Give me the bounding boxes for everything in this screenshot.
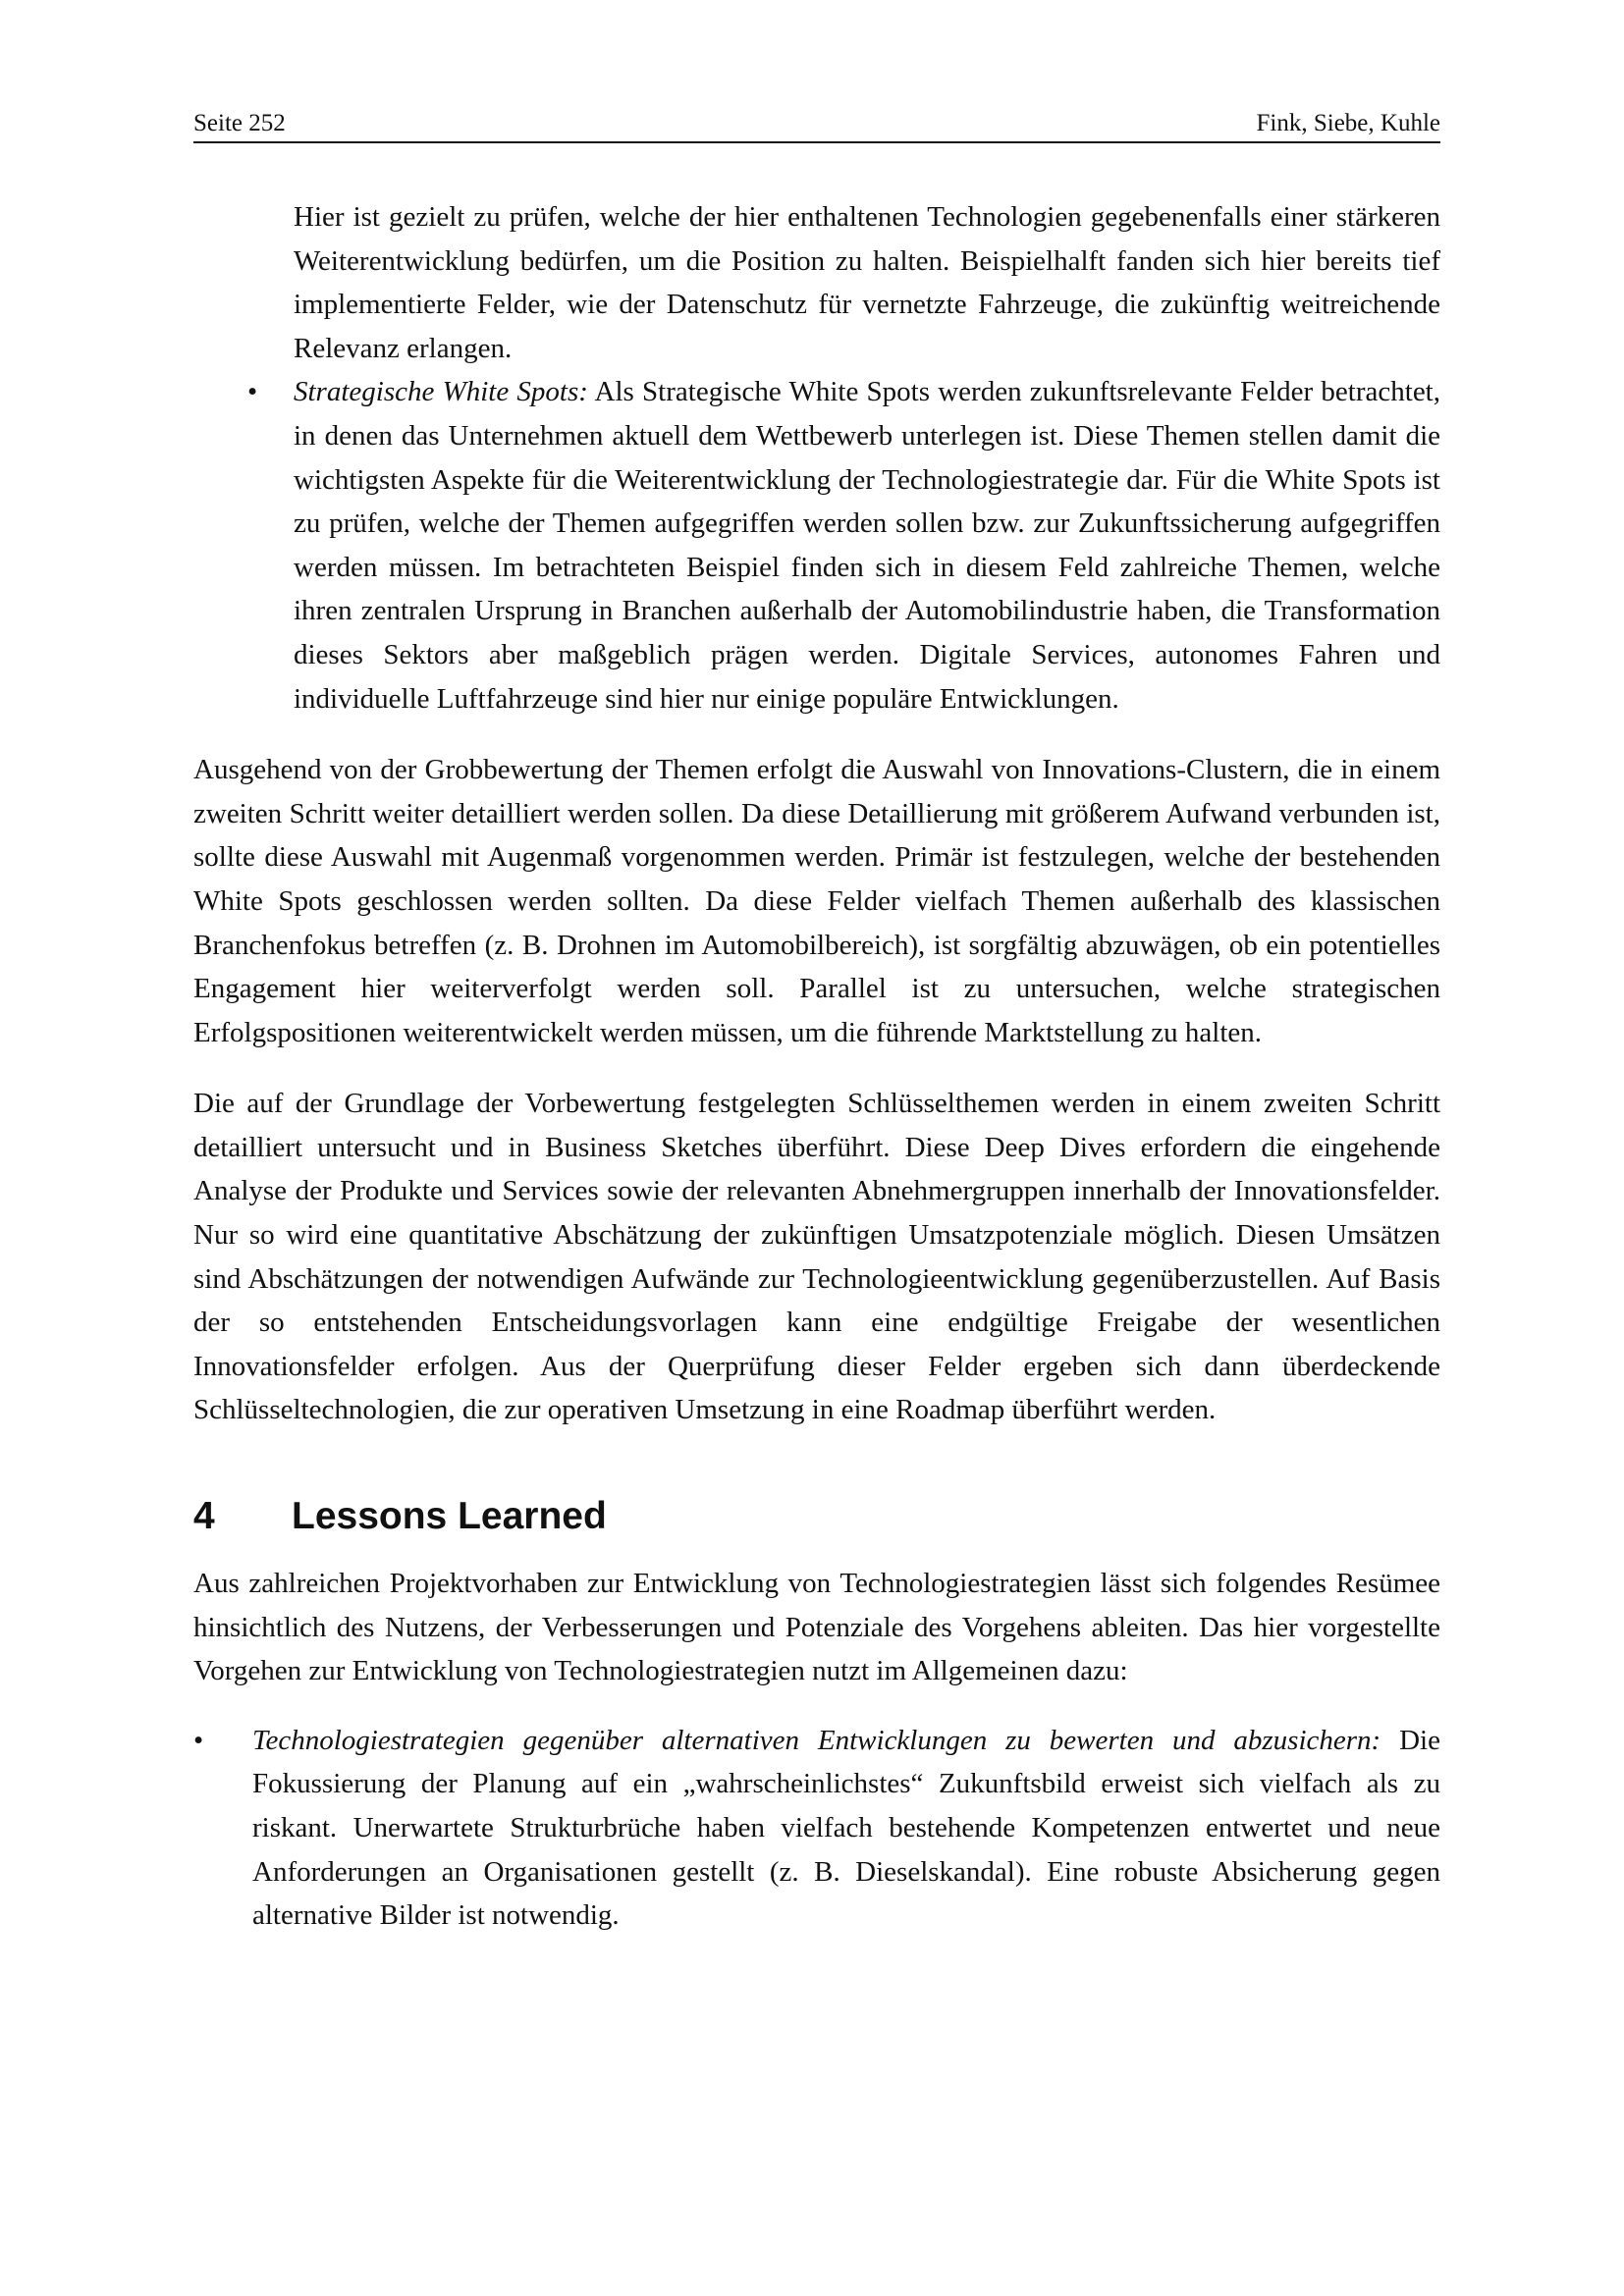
list-item-text: Als Strategische White Spots werden zukunftsrelevante Felder betrachtet, in denen das Unternehmen aktuell dem Wettbewerb unterlegen ist. Diese Themen stellen damit die wichtigsten Aspekte für die Weiterentwicklung der Technologiestrategie dar. Für die White Spots ist zu prüfen, welche der Themen aufgegriffen werden sollen bzw. zur Zukunftssicherung aufgegriffen werden müssen. Im betrachteten Beispiel finden sich in diesem Feld zahlreiche Themen, welche ihren zentralen Ursprung in Branchen außerhalb der Automobilindustrie haben, die Transformation dieses Sektors aber maßgeblich prägen werden. Digitale Services, autonomes Fahren und individuelle Luftfahrzeuge sind hier nur einige populäre Entwicklungen. bbox=[294, 376, 1440, 715]
list-item-term: Strategische White Spots: bbox=[294, 376, 588, 408]
list-item-alternatives bbox=[193, 1719, 1440, 1938]
section-number: 4 bbox=[193, 1495, 215, 1538]
page-content bbox=[193, 195, 1440, 1938]
bullet-icon: • bbox=[193, 1724, 204, 1756]
paragraph-deep-dives: Die auf der Grundlage der Vorbewertung festgelegten Schlüsselthemen werden in einem zweiten Schritt detailliert untersucht und in Business Sketches überführt. Diese Deep Dives erfordern die eingehende Analyse der Produkte und Services sowie der relevanten Abnehmergruppen innerhalb der Innovationsfelder. Nur so wird eine quantitative Abschätzung der zukünftigen Umsatzpotenziale möglich. Diesen Umsätzen sind Abschätzungen der notwendigen Aufwände zur Technologieentwicklung gegenüberzustellen. Auf Basis der so entstehenden Entscheidungsvorlagen kann eine endgültige Freigabe der wesentlichen Innovationsfelder erfolgen. Aus der Querprüfung dieser Felder ergeben sich dann überdeckende Schlüsseltechnologien, die zur operativen Umsetzung in eine Roadmap überführt werden. bbox=[193, 1088, 1440, 1426]
list-item-text: Die Fokussierung der Planung auf ein „wahrscheinlichstes“ Zukunftsbild erweist sich vielfach als zu riskant. Unerwartete Strukturbrüche haben vielfach bestehende Kompetenzen entwertet und neue Anforderungen an Organisationen gestellt (z. B. Dieselskandal). Eine robuste Absicherung gegen alternative Bilder ist notwendig. bbox=[252, 1724, 1440, 1932]
authors: Fink, Siebe, Kuhle bbox=[1256, 110, 1440, 136]
bullet-icon: • bbox=[247, 376, 258, 408]
continuation-text: Hier ist gezielt zu prüfen, welche der hier enthaltenen Technologien gegebenenfalls einer stärkeren Weiterentwicklung bedürfen, um die Position zu halten. Beispielhalft fanden sich hier bereits tief implementierte Felder, wie der Datenschutz für vernetzte Fahrzeuge, die zukünftig weitreichende Relevanz erlangen. bbox=[294, 201, 1440, 364]
list-item-term: Technologiestrategien gegenüber alternativen Entwicklungen zu bewerten und abzusichern: bbox=[252, 1724, 1381, 1756]
page-header bbox=[193, 110, 1440, 143]
section-title: Lessons Learned bbox=[292, 1495, 607, 1538]
list-item-continuation bbox=[294, 195, 1440, 370]
list-item-white-spots bbox=[247, 370, 1440, 721]
paragraph-lessons-intro: Aus zahlreichen Projektvorhaben zur Entwicklung von Technologiestrategien lässt sich folgendes Resümee hinsichtlich des Nutzens, der Verbesserungen und Potenziale des Vorgehens ableiten. Das hier vorgestellte Vorgehen zur Entwicklung von Technologiestrategien nutzt im Allgemeinen dazu: bbox=[193, 1568, 1440, 1687]
page-number: Seite 252 bbox=[193, 110, 286, 136]
section-heading bbox=[193, 1493, 1440, 1540]
paragraph-cluster-selection: Ausgehend von der Grobbewertung der Themen erfolgt die Auswahl von Innovations-Clustern, die in einem zweiten Schritt weiter detailliert werden sollen. Da diese Detaillierung mit größerem Aufwand verbunden ist, sollte diese Auswahl mit Augenmaß vorgenommen werden. Primär ist festzulegen, welche der bestehenden White Spots geschlossen werden sollten. Da diese Felder vielfach Themen außerhalb des klassischen Branchenfokus betreffen (z. B. Drohnen im Automobilbereich), ist sorgfältig abzuwägen, ob ein potentielles Engagement hier weiterverfolgt werden soll. Parallel ist zu untersuchen, welche strategischen Erfolgspositionen weiterentwickelt werden müssen, um die führende Marktstellung zu halten. bbox=[193, 754, 1440, 1048]
